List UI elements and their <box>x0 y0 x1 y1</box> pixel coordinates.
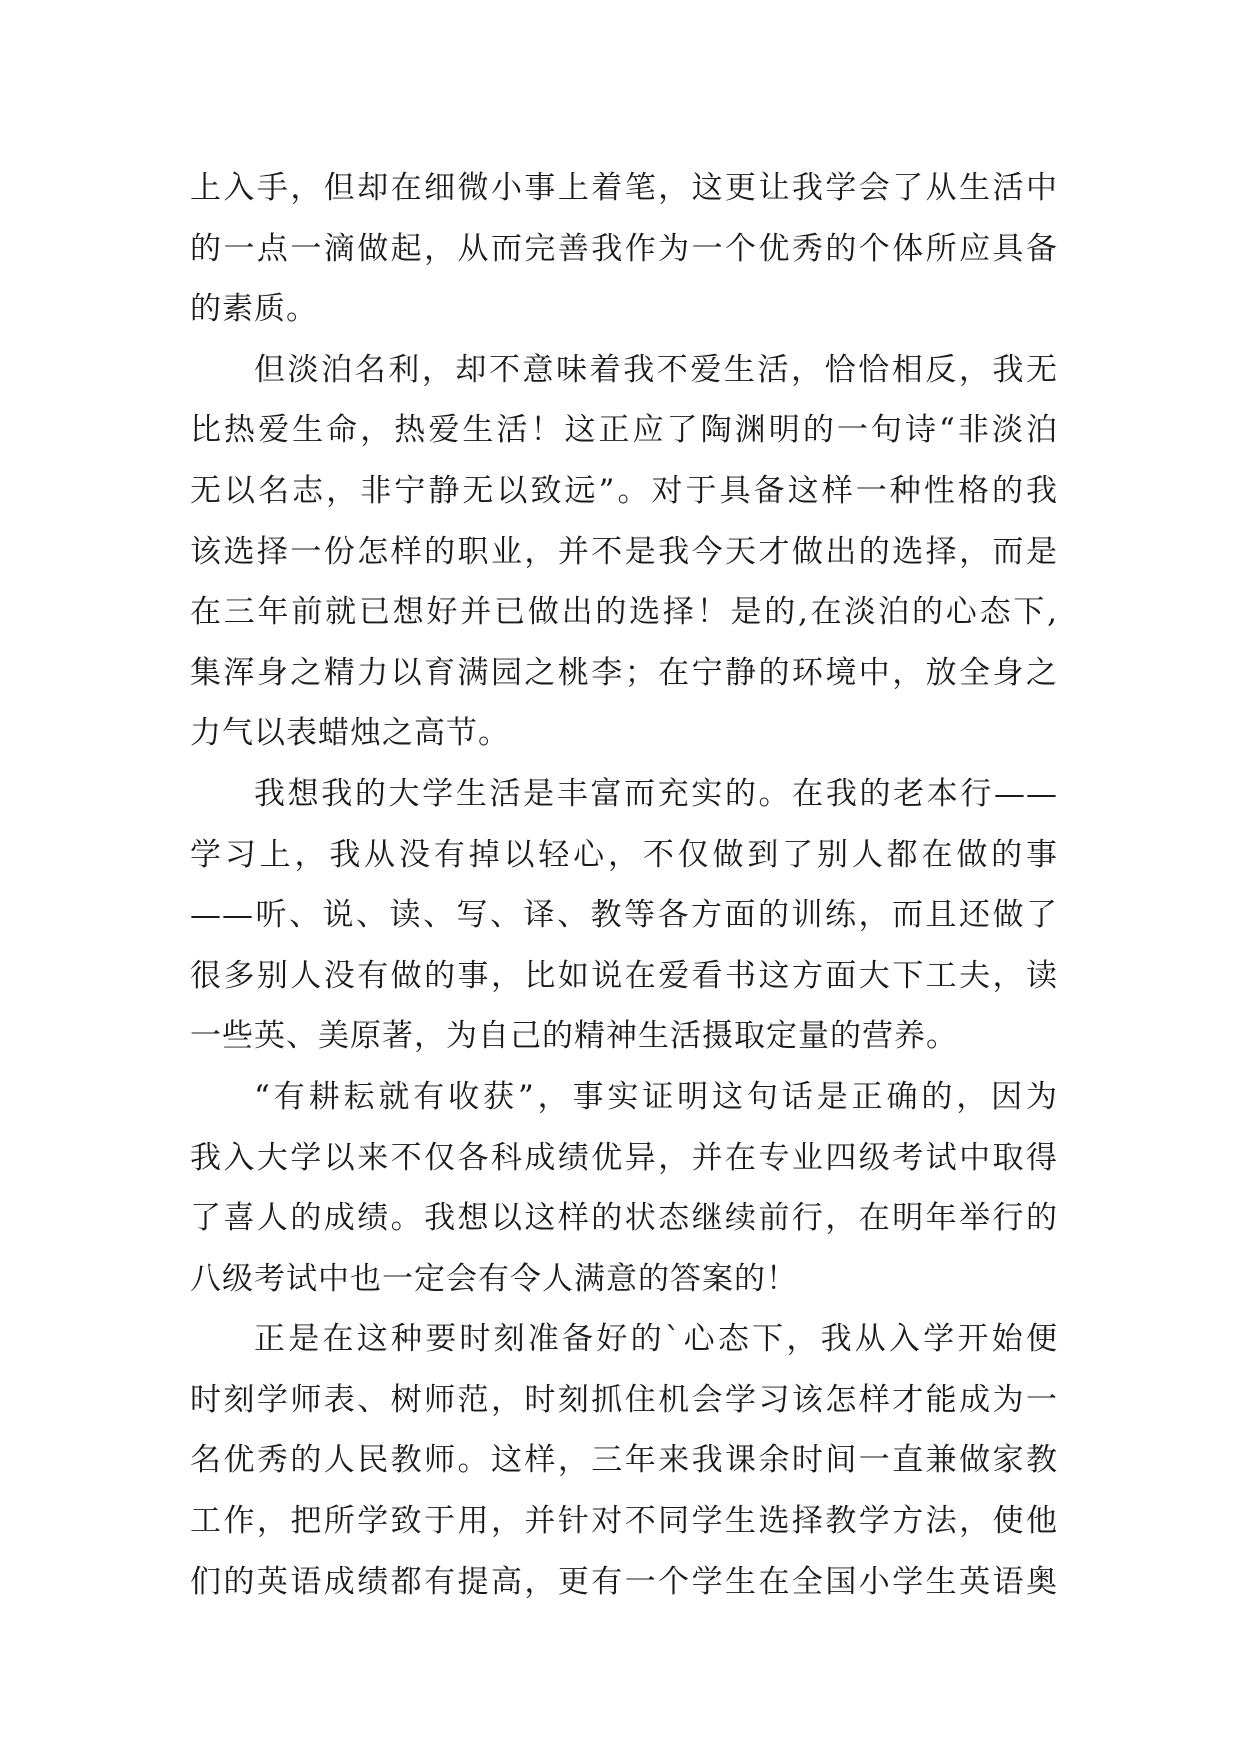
text-line: 比热爱生命，热爱生活！这正应了陶渊明的一句诗“非淡泊 <box>190 412 1058 449</box>
text-line: 我想我的大学生活是丰富而充实的。在我的老本行—— <box>254 775 1058 812</box>
text-line: 集浑身之精力以育满园之桃李；在宁静的环境中，放全身之 <box>190 654 1058 691</box>
text-line: 工作，把所学致于用，并针对不同学生选择教学方法，使他 <box>190 1503 1058 1540</box>
text-line: 学习上，我从没有掉以轻心，不仅做到了别人都在做的事 <box>190 836 1058 873</box>
text-line: ——听、说、读、写、译、教等各方面的训练，而且还做了 <box>190 897 1058 934</box>
text-line: 很多别人没有做的事，比如说在爱看书这方面大下工夫，读 <box>190 957 1058 994</box>
text-line: 但淡泊名利，却不意味着我不爱生活，恰恰相反，我无 <box>254 351 1058 388</box>
text-line: 上入手，但却在细微小事上着笔，这更让我学会了从生活中 <box>190 170 1058 206</box>
text-line: 了喜人的成绩。我想以这样的状态继续前行，在明年举行的 <box>190 1200 1058 1237</box>
text-line: 该选择一份怎样的职业，并不是我今天才做出的选择，而是 <box>190 533 1058 570</box>
document-body <box>190 158 1058 1612</box>
text-line: 我入大学以来不仅各科成绩优异，并在专业四级考试中取得 <box>190 1139 1058 1176</box>
text-line: 力气以表蜡烛之高节。 <box>190 715 510 752</box>
text-line: 八级考试中也一定会有令人满意的答案的！ <box>190 1260 798 1297</box>
text-line: 的一点一滴做起，从而完善我作为一个优秀的个体所应具备 <box>190 230 1058 267</box>
text-line: 正是在这种要时刻准备好的`心态下，我从入学开始便 <box>254 1321 1058 1358</box>
text-line: 时刻学师表、树师范，时刻抓住机会学习该怎样才能成为一 <box>190 1381 1058 1418</box>
text-line: 名优秀的人民教师。这样，三年来我课余时间一直兼做家教 <box>190 1442 1058 1479</box>
text-line: 一些英、美原著，为自己的精神生活摄取定量的营养。 <box>190 1018 958 1055</box>
text-line: 们的英语成绩都有提高，更有一个学生在全国小学生英语奥 <box>190 1563 1058 1600</box>
text-line: “有耕耘就有收获”，事实证明这句话是正确的，因为 <box>254 1078 1058 1115</box>
text-line: 在三年前就已想好并已做出的选择！是的,在淡泊的心态下, <box>190 594 1058 631</box>
text-line: 的素质。 <box>190 291 318 328</box>
text-line: 无以名志，非宁静无以致远”。对于具备这样一种性格的我 <box>190 472 1058 509</box>
